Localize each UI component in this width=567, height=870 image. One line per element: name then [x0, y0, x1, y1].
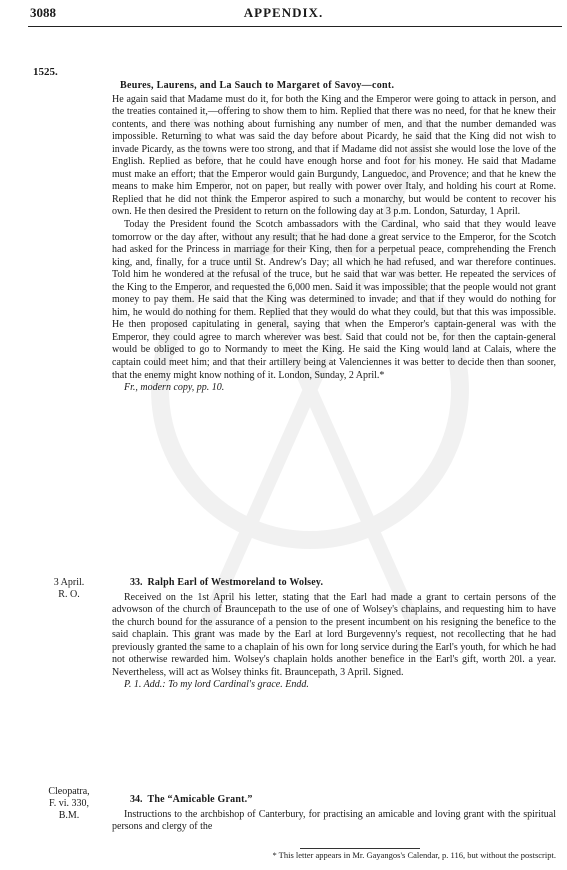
entry34-source-line: B.M. [58, 810, 80, 821]
running-head: APPENDIX. [243, 5, 324, 20]
entry-33 [112, 577, 556, 692]
letter-paragraph-2: Today the President found the Scotch ambassadors with the Cardinal, who said that they would leave tomorrow or the day after, without any result; that he had done a great service to the Emperor, for the Scotch had asked for the Princess in marriage for their King, then for a perpetual peace, comprehending the French king, and, finally, for a truce until St. Andrew's Day; all which he had refused, and war therefore continues. Told him he wondered at the refusal of the truce, but he said that war was better. He repeated the services of the King to the Emperor, and requested the 6,000 men. Said it was impossible; that the people would not grant money to pay them. He said that the King was determined to invade; and that if they would do nothing for him, he would do nothing for them. Replied that they would do what they could, but that this was impossible. He then proposed capitulating in general, saying that when the Emperor's captain-general was with the Emperor, they could agree to march wherever was best. Said that could not be, for then the captain-general would be obliged to go to Normandy to meet the King. He said the King would land at Calais, where the captain could meet him; and that their artillery being at Valenciennes it was better to decide then than sooner, that the enemy might know nothing of it. London, Sunday, 2 April.* [112, 219, 556, 381]
entry34-source-line: F. vi. 330, [48, 798, 90, 809]
entry33-number: 33. [130, 577, 143, 588]
header-rule [28, 26, 562, 27]
entry34-source-line: Cleopatra, [48, 786, 90, 797]
entry-34 [112, 794, 556, 834]
entry34-margin [30, 786, 108, 822]
page-number: 3088 [30, 5, 56, 20]
entry34-title: The “Amicable Grant.” [147, 794, 253, 805]
entry33-title: Ralph Earl of Westmoreland to Wolsey. [147, 577, 324, 588]
footnote: * This letter appears in Mr. Gayangos's Calendar, p. 116, but without the postscript. [272, 850, 556, 860]
entry33-text: Received on the 1st April his letter, stating that the Earl had made a grant to certain persons of the advowson of the church of Brauncepath to the use of one of Wolsey's chaplains, and requesting him to have the church bound for the assurance of a pension to the present incumbent on his resigning the benefice to the said chaplain. This grant was made by the Earl at lord Burgevenny's request, not recollecting that he had previously granted the same to a chaplain of his own for long service during the Earl's youth, for which he had not otherwise rewarded him. Wolsey's chaplain holds another benefice in the Earl's gift, worth 20l. a year. Nevertheless, will act as Wolsey thinks fit. Brauncepath, 3 April. Signed. [112, 591, 556, 678]
footnote-rule [300, 848, 420, 849]
entry33-source: R. O. [58, 589, 80, 600]
entry33-margin [30, 577, 108, 601]
letter-reference: Fr., modern copy, pp. 10. [124, 382, 225, 394]
letter-continuation [112, 80, 556, 395]
margin-year: 1525. [33, 66, 58, 78]
entry34-text: Instructions to the archbishop of Canterbury, for practising an amicable and loving grant with the spiritual persons and clergy of the [112, 808, 556, 833]
entry33-date: 3 April. [53, 577, 85, 588]
letter-heading: Beures, Laurens, and La Sauch to Margaret of Savoy—cont. [120, 80, 395, 91]
entry33-reference: P. 1. Add.: To my lord Cardinal's grace. Endd. [124, 679, 309, 691]
letter-paragraph-1: He again said that Madame must do it, for both the King and the Emperor were going to attack in person, and the treaties contained it,—offering to show them to him. Replied that there was no need, for that he knew their contents, and there was nothing about furnishing any number of men, and that the number demanded was impossible. Returning to what was said the day before about Picardy, he said that the King did not wish to invade Picardy, as the towns were too strong, and that if Madame did not assist she would lose the love of the English. Replied as before, that he could have enough horse and foot for his money. He said that Madame must make an effort; that the Emperor would gain Burgundy, Languedoc, and Provence; and that he knew the means to make him Emperor, not on paper, but really with power over Italy, and holding his court at Rome. Replied that he did not think the Emperor aspired to such a monarchy, but would be content to recover his own. He then desired the President to return on the following day at 3 p.m. London, Saturday, 1 April. [112, 93, 556, 218]
entry34-number: 34. [130, 794, 143, 805]
